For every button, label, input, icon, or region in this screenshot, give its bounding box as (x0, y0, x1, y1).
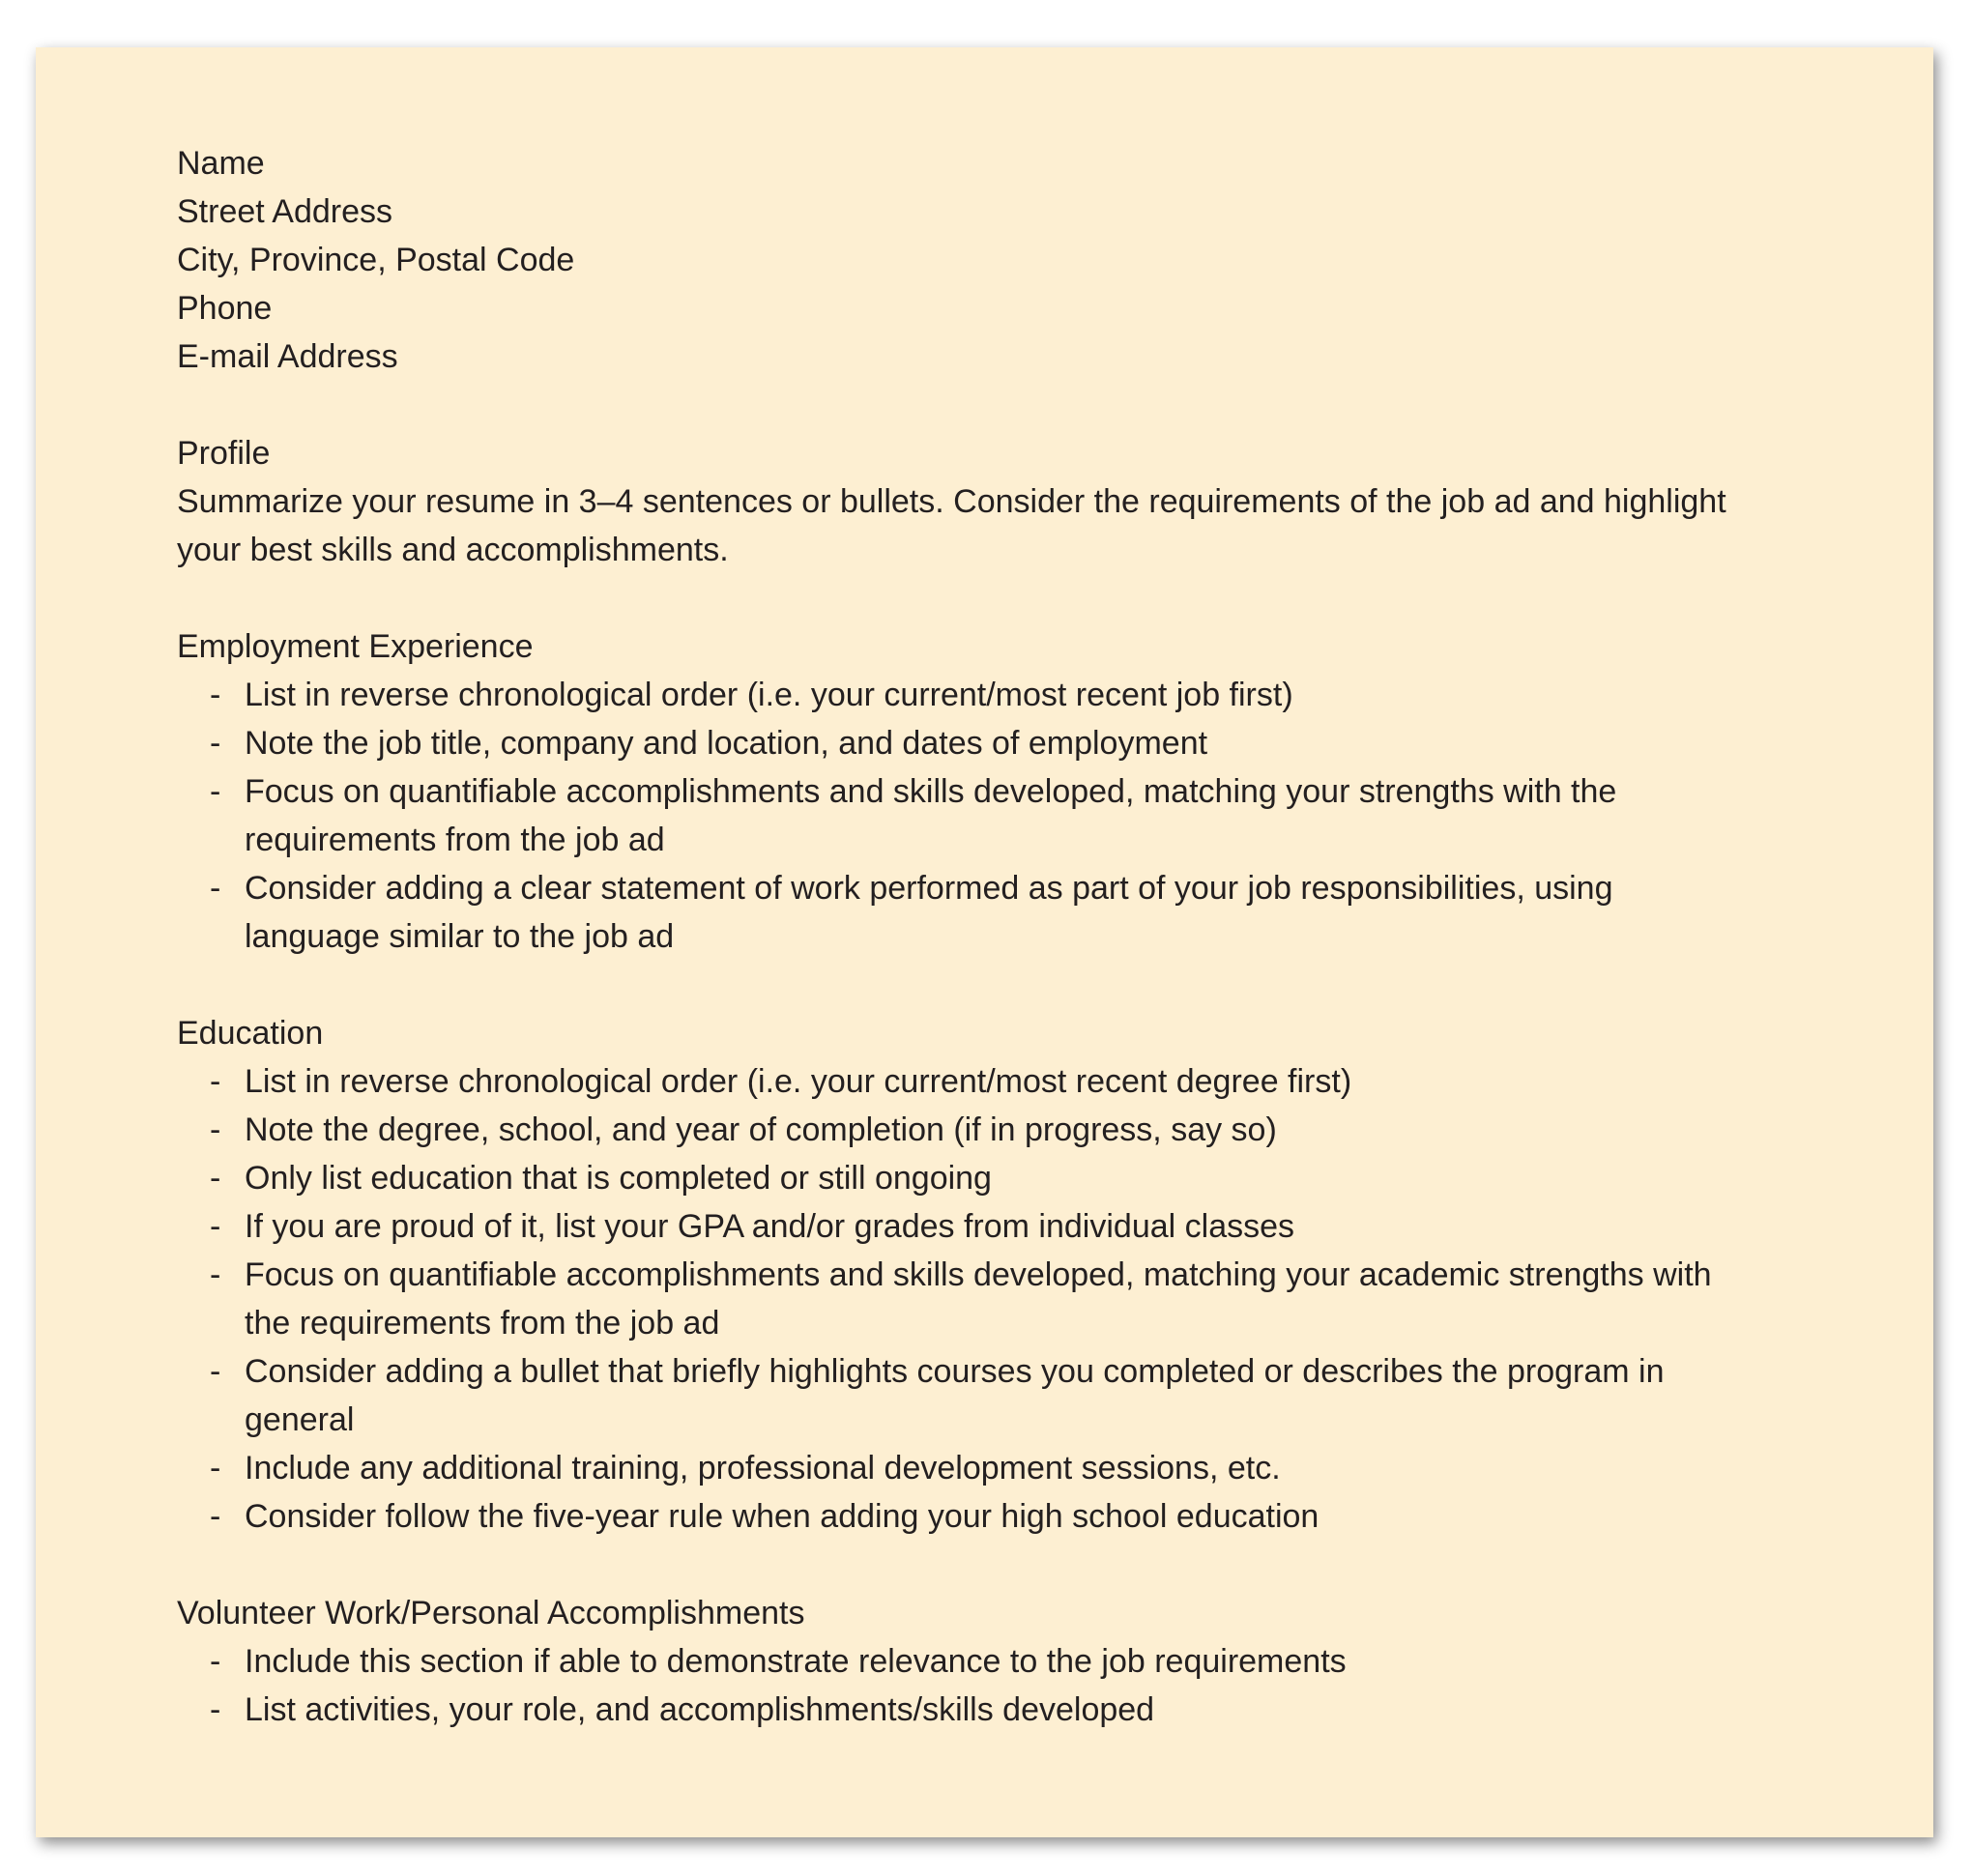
bullet-list (177, 671, 1917, 961)
section-heading: Profile (177, 435, 271, 472)
bullet-text: Include any additional training, professional development sessions, etc. (245, 1450, 1281, 1486)
bullet-text: List in reverse chronological order (i.e. your current/most recent degree first) (245, 1063, 1352, 1100)
resume-template-content (177, 139, 1917, 1734)
bullet-text: List in reverse chronological order (i.e. your current/most recent job first) (245, 677, 1293, 713)
bullet-text: Only list education that is completed or still ongoing (245, 1160, 992, 1197)
bullet-text: Note the degree, school, and year of completion (if in progress, say so) (245, 1111, 1277, 1148)
bullet-item (177, 767, 1917, 864)
contact-city: City, Province, Postal Code (177, 242, 575, 278)
bullet-item (177, 719, 1917, 767)
section-heading: Education (177, 1015, 324, 1052)
dash-bullet-icon: - (210, 1208, 221, 1245)
volunteer-section (177, 1589, 1917, 1734)
bullet-text: language similar to the job ad (245, 918, 675, 955)
education-section (177, 1009, 1917, 1541)
bullet-item (177, 1202, 1917, 1251)
bullet-item (177, 671, 1917, 719)
bullet-item (177, 1154, 1917, 1202)
profile-text: Summarize your resume in 3–4 sentences or bullets. Consider the requirements of the job ad and highlight (177, 483, 1726, 520)
contact-email: E-mail Address (177, 338, 398, 375)
bullet-text: Consider follow the five-year rule when adding your high school education (245, 1498, 1320, 1535)
bullet-text: Focus on quantifiable accomplishments and skills developed, matching your strengths with the (245, 773, 1617, 810)
dash-bullet-icon: - (210, 1256, 221, 1293)
dash-bullet-icon: - (210, 1111, 221, 1148)
dash-bullet-icon: - (210, 1643, 221, 1680)
dash-bullet-icon: - (210, 870, 221, 907)
bullet-item (177, 1637, 1917, 1686)
dash-bullet-icon: - (210, 1691, 221, 1728)
profile-section (177, 429, 1917, 574)
bullet-text: Focus on quantifiable accomplishments and skills developed, matching your academic strengths with (245, 1256, 1712, 1293)
bullet-item (177, 1492, 1917, 1541)
bullet-text: general (245, 1401, 355, 1438)
bullet-item (177, 1686, 1917, 1734)
bullet-item (177, 1106, 1917, 1154)
resume-template-panel (36, 47, 1933, 1837)
bullet-text: Include this section if able to demonstrate relevance to the job requirements (245, 1643, 1347, 1680)
section-heading: Employment Experience (177, 628, 534, 665)
bullet-text: Consider adding a bullet that briefly highlights courses you completed or describes the program in (245, 1353, 1665, 1390)
dash-bullet-icon: - (210, 1063, 221, 1100)
contact-block (177, 139, 1917, 381)
bullet-text: the requirements from the job ad (245, 1305, 720, 1342)
bullet-item (177, 1057, 1917, 1106)
bullet-text: If you are proud of it, list your GPA and/or grades from individual classes (245, 1208, 1295, 1245)
dash-bullet-icon: - (210, 773, 221, 810)
dash-bullet-icon: - (210, 1160, 221, 1197)
bullet-item (177, 1347, 1917, 1444)
dash-bullet-icon: - (210, 1353, 221, 1390)
dash-bullet-icon: - (210, 725, 221, 762)
dash-bullet-icon: - (210, 677, 221, 713)
contact-name: Name (177, 145, 265, 182)
bullet-text: Note the job title, company and location, and dates of employment (245, 725, 1208, 762)
bullet-list (177, 1057, 1917, 1541)
dash-bullet-icon: - (210, 1498, 221, 1535)
section-heading: Volunteer Work/Personal Accomplishments (177, 1595, 805, 1631)
bullet-text: List activities, your role, and accomplishments/skills developed (245, 1691, 1155, 1728)
dash-bullet-icon: - (210, 1450, 221, 1486)
contact-phone: Phone (177, 290, 273, 327)
profile-text: your best skills and accomplishments. (177, 532, 729, 568)
employment-section (177, 622, 1917, 961)
bullet-text: Consider adding a clear statement of work performed as part of your job responsibilities, using (245, 870, 1613, 907)
contact-street: Street Address (177, 193, 393, 230)
bullet-item (177, 864, 1917, 961)
bullet-text: requirements from the job ad (245, 822, 665, 858)
bullet-item (177, 1251, 1917, 1347)
bullet-list (177, 1637, 1917, 1734)
bullet-item (177, 1444, 1917, 1492)
